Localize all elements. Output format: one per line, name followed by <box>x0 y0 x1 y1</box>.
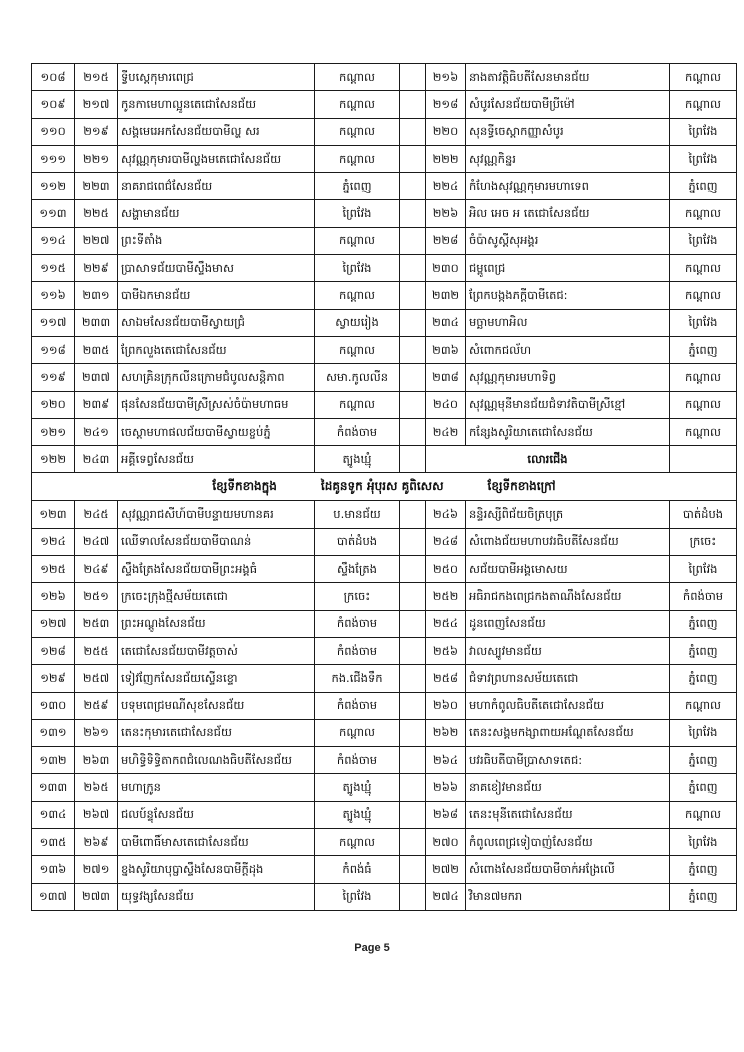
boat-name: តេនះសង្គមកង្សាពាយអណ្ដែតសែនជ័យ <box>466 719 670 746</box>
boat-name: ដូនពេញសែនជ័យ <box>466 610 670 637</box>
boat-number: ២២០ <box>426 118 466 145</box>
row-index: ១១៧ <box>32 309 75 336</box>
boat-number: ២៦១ <box>75 719 118 746</box>
boat-province: ក្រចេះ <box>315 583 400 610</box>
boat-province: កណ្ដាល <box>315 829 400 856</box>
boat-name: សុវណ្ណកុមារបាមីល្ហងមតេជោសែនជ័យ <box>118 145 315 172</box>
boat-number: ២២៣ <box>75 173 118 200</box>
blank-cell <box>400 227 426 254</box>
boat-province: ព្រៃវែង <box>670 719 737 746</box>
row-index: ១២២ <box>32 446 75 473</box>
boat-name: មហាកំពូលធិបតីតេជោសែនជ័យ <box>466 692 670 719</box>
boat-province: ភ្នំពេញ <box>670 637 737 664</box>
boat-name: តេជោសែនជ័យបាមីវត្តចាស់ <box>118 637 315 664</box>
boat-province: ព្រៃវែង <box>670 145 737 172</box>
boat-name: វិមាន៧មករា <box>466 883 670 910</box>
blank-cell <box>400 391 426 418</box>
boat-number: ២៣៦ <box>426 336 466 363</box>
boat-province: កំពង់ចាម <box>315 637 400 664</box>
table-row <box>32 583 737 610</box>
boat-number: ២២៦ <box>426 200 466 227</box>
boat-number: ២៥៩ <box>75 692 118 719</box>
boat-province: កង.ជើងទឹក <box>315 665 400 692</box>
boat-name: មហិទ្ធិទិទ្ធិតាកពជំលេណងធិបតីសែនជ័យ <box>118 747 315 774</box>
boat-name: ជំទាវព្រហានសម័យតេជោ <box>466 665 670 692</box>
blank-cell <box>400 118 426 145</box>
boat-number: ២៣១ <box>75 282 118 309</box>
boat-name: សុវណ្ណកិន្នរ <box>466 145 670 172</box>
blank-cell <box>400 173 426 200</box>
row-index: ១៣១ <box>32 719 75 746</box>
table-row <box>32 391 737 418</box>
table-row <box>32 282 737 309</box>
boat-name: បាមីពោធិ៍មាសតេជោសែនជ័យ <box>118 829 315 856</box>
boat-number: ២១៨ <box>426 91 466 118</box>
row-index: ១២៣ <box>32 501 75 528</box>
table-row <box>32 856 737 883</box>
blank-cell <box>400 774 426 801</box>
blank-cell <box>400 665 426 692</box>
blank-cell <box>400 583 426 610</box>
blank-cell <box>400 637 426 664</box>
boat-name: នាគខៀវមានជ័យ <box>466 774 670 801</box>
blank-cell <box>400 883 426 910</box>
boat-number: ២៦៦ <box>426 774 466 801</box>
boat-number: ២៦៨ <box>426 801 466 828</box>
boat-province: កណ្ដាល <box>670 282 737 309</box>
boat-number: ២២២ <box>426 145 466 172</box>
boat-province: កំពង់ចាម <box>315 610 400 637</box>
table-row <box>32 692 737 719</box>
table-row <box>32 255 737 282</box>
blank-cell <box>400 610 426 637</box>
boat-name: ជម្ពូពេជ្រ <box>466 255 670 282</box>
boat-number: ២១៧ <box>75 91 118 118</box>
boat-province: ត្បូងឃ្មុំ <box>315 801 400 828</box>
boat-name: ប្រាសាទជ័យបាមីស្ទឹងមាស <box>118 255 315 282</box>
blank-cell <box>400 255 426 282</box>
boat-province: កណ្ដាល <box>315 227 400 254</box>
boat-number: ២៦៣ <box>75 747 118 774</box>
boat-name: សង្ហាមានជ័យ <box>118 200 315 227</box>
blank-cell <box>400 418 426 445</box>
blank-cell <box>400 145 426 172</box>
blank-cell <box>400 801 426 828</box>
boat-province: កណ្ដាល <box>670 364 737 391</box>
table-row <box>32 227 737 254</box>
boat-number: ២៣០ <box>426 255 466 282</box>
boat-number: ២១៦ <box>426 64 466 91</box>
section-header-row <box>32 473 737 501</box>
row-index: ១២០ <box>32 391 75 418</box>
boat-number: ២២៧ <box>75 227 118 254</box>
table-row <box>32 665 737 692</box>
blank-cell <box>400 446 426 473</box>
boat-province: ភ្នំពេញ <box>670 665 737 692</box>
boat-name: សំបូរសែនជ័យបាមីប្រីម៉ៅ <box>466 91 670 118</box>
merged-label: លោរជើង <box>426 446 670 473</box>
boat-province: កណ្ដាល <box>315 282 400 309</box>
boat-name: ចេស្ដាមហាផលជ័យបាមីស្វាយខ្ចប់ភ្នំ <box>118 418 315 445</box>
boat-name: អធិរាជកងពេជ្រកងតាណឹងសែនជ័យ <box>466 583 670 610</box>
boat-number: ២១៥ <box>75 64 118 91</box>
table-row <box>32 556 737 583</box>
row-index: ១៣៧ <box>32 883 75 910</box>
boat-name: ព្រះទីតាំង <box>118 227 315 254</box>
boat-number: ២៤៦ <box>426 501 466 528</box>
row-index: ១០៨ <box>32 64 75 91</box>
boat-name: ជលប៍ន្ទុសែនជ័យ <box>118 801 315 828</box>
boat-number: ២៧៣ <box>75 883 118 910</box>
boat-province: ព្រៃវែង <box>670 829 737 856</box>
boat-name: សុវណ្ណមុនីមានជ័យជំទាវតិបាមីស្រីខ្មៅ <box>466 391 670 418</box>
boat-province: កណ្ដាល <box>670 692 737 719</box>
boat-name: នាគរាជពេជ៌សែនជ័យ <box>118 173 315 200</box>
lane-inner-label: ខ្សែទីកខាងក្នុង <box>212 479 277 494</box>
boat-number: ២៤៨ <box>426 528 466 555</box>
boat-number: ២៧០ <box>426 829 466 856</box>
row-index: ១១៩ <box>32 364 75 391</box>
boat-province: ក្រចេះ <box>670 528 737 555</box>
row-index: ១១៦ <box>32 282 75 309</box>
boat-number: ២៣២ <box>426 282 466 309</box>
boat-name: តេនះកុមារតេជោសែនជ័យ <box>118 719 315 746</box>
row-index: ១២៨ <box>32 637 75 664</box>
boat-province: កណ្ដាល <box>670 391 737 418</box>
boat-number: ២៥៥ <box>75 637 118 664</box>
row-index: ១៣៦ <box>32 856 75 883</box>
table-row <box>32 501 737 528</box>
boat-name: សំពោងជ័យមហាបវរធិបតីសែនជ័យ <box>466 528 670 555</box>
boat-province: ភ្នំពេញ <box>670 883 737 910</box>
table-row <box>32 801 737 828</box>
table-row <box>32 418 737 445</box>
boat-number: ២៤០ <box>426 391 466 418</box>
boat-number: ២៤៩ <box>75 556 118 583</box>
boat-province: ភ្នំពេញ <box>670 610 737 637</box>
boat-number: ២៣៣ <box>75 309 118 336</box>
boat-province: ព្រៃវែង <box>315 883 400 910</box>
boat-name: សជ័យបាមីអង្គមោសយ <box>466 556 670 583</box>
boat-name: សាឯមសែនជ័យបាមីស្វាយជ្រំ <box>118 309 315 336</box>
blank-cell <box>400 692 426 719</box>
boat-number: ២៣៧ <box>75 364 118 391</box>
boat-province: ត្បូងឃ្មុំ <box>315 774 400 801</box>
boat-province: កណ្ដាល <box>315 145 400 172</box>
boat-number: ២៥៨ <box>426 665 466 692</box>
boat-province: កំពង់ចាម <box>315 747 400 774</box>
boat-number: ២៦៥ <box>75 774 118 801</box>
boat-province: ព្រៃវែង <box>315 255 400 282</box>
boat-number: ២២៩ <box>75 255 118 282</box>
blank-cell <box>400 747 426 774</box>
boat-province: កណ្ដាល <box>315 719 400 746</box>
blank-cell <box>400 829 426 856</box>
boat-name: តេនះមុនីតេជោសែនជ័យ <box>466 801 670 828</box>
boat-province: កណ្ដាល <box>315 118 400 145</box>
boat-number: ២២១ <box>75 145 118 172</box>
boat-number: ២៦៤ <box>426 747 466 774</box>
boat-name: ព្រែកបង្កងភក្ដីបាមីតេជ: <box>466 282 670 309</box>
blank-cell <box>670 446 737 473</box>
boat-province: កំពង់ចាម <box>315 418 400 445</box>
boat-name: សហគ្រិនក្រុកលីនក្រោមជំបូលសន្តិភាព <box>118 364 315 391</box>
row-index: ១៣២ <box>32 747 75 774</box>
boat-number: ២៤៣ <box>75 446 118 473</box>
row-index: ១១២ <box>32 173 75 200</box>
boat-number: ២៧១ <box>75 856 118 883</box>
boat-province: កណ្ដាល <box>670 801 737 828</box>
boat-number: ២៥១ <box>75 583 118 610</box>
row-index: ១២៧ <box>32 610 75 637</box>
boat-province: ព្រៃវែង <box>670 227 737 254</box>
boat-province: កណ្ដាល <box>315 91 400 118</box>
boat-province: កំពង់ចាម <box>315 692 400 719</box>
boat-number: ២៦០ <box>426 692 466 719</box>
boat-number: ២២៤ <box>426 173 466 200</box>
boat-province: ត្បូងឃ្មុំ <box>315 446 400 473</box>
blank-cell <box>400 282 426 309</box>
blank-cell <box>400 719 426 746</box>
boat-province: ប.មានជ័យ <box>315 501 400 528</box>
boat-name: សុវណ្ណរាជសីហ៍បាមីបន្ទាយមហានគរ <box>118 501 315 528</box>
row-index: ១១១ <box>32 145 75 172</box>
boat-name: ទៀវញែកសែនជ័យស្ទើនខ្ទោ <box>118 665 315 692</box>
row-index: ១១៣ <box>32 200 75 227</box>
boat-number: ២៧៤ <box>426 883 466 910</box>
boat-province: កណ្ដាល <box>315 64 400 91</box>
boat-province: កណ្ដាល <box>670 200 737 227</box>
boat-name: ទ្វីបស្ដេកុមារពេជ្រ <box>118 64 315 91</box>
boat-name: សុវណ្ណកុមារមហាទិព្វ <box>466 364 670 391</box>
table-row <box>32 747 737 774</box>
row-index: ១១៤ <box>32 227 75 254</box>
blank-cell <box>400 200 426 227</box>
boat-name: មហាក្រូន <box>118 774 315 801</box>
row-index: ១៣០ <box>32 692 75 719</box>
boat-province: ភ្នំពេញ <box>670 856 737 883</box>
table-row <box>32 719 737 746</box>
boat-name: នាងតាវត្តិធិបតីសែនមានជ័យ <box>466 64 670 91</box>
boat-name: សង្គមេរេអកសែនជ័យបាមីល្ហ សរ <box>118 118 315 145</box>
row-index: ១១០ <box>32 118 75 145</box>
table-row <box>32 145 737 172</box>
boat-name: សំពោងសែនជ័យបាមីចាក់អង្រែលើ <box>466 856 670 883</box>
lane-outer-label: ខ្សែទីកខាងក្រៅ <box>487 479 556 494</box>
boat-province: ភ្នំពេញ <box>670 336 737 363</box>
table-row <box>32 200 737 227</box>
boat-name: ស្ទឹងត្រែងសែនជ័យបាមីព្រះអង្គធំ <box>118 556 315 583</box>
boat-name: បាមីឯកមានជ័យ <box>118 282 315 309</box>
section-title: ដៃគូនទូក អុំបុរស គូពិសេស <box>320 479 444 494</box>
row-index: ១១៨ <box>32 336 75 363</box>
boat-number: ២៣៤ <box>426 309 466 336</box>
blank-cell <box>400 528 426 555</box>
boat-name: ក្រចេះក្រុងថ្មីសម័យតេជោ <box>118 583 315 610</box>
boat-name: អគ្គីទេព្វសែនជ័យ <box>118 446 315 473</box>
table-row <box>32 610 737 637</box>
boat-number: ២៥៧ <box>75 665 118 692</box>
boat-province: កណ្ដាល <box>670 91 737 118</box>
row-index: ១១៥ <box>32 255 75 282</box>
row-index: ១២៦ <box>32 583 75 610</box>
page-number: Page 5 <box>354 942 390 954</box>
blank-cell <box>400 556 426 583</box>
table-row <box>32 309 737 336</box>
row-index: ១៣៤ <box>32 801 75 828</box>
boat-province: បាត់ដំបង <box>670 501 737 528</box>
boat-province: ស្វាយរៀង <box>315 309 400 336</box>
boat-number: ២៣៩ <box>75 391 118 418</box>
boat-name: ចំប៉ាសូស្ដីសុអង្គរ <box>466 227 670 254</box>
table-row <box>32 91 737 118</box>
boat-name: ព្រះអណ្ដូងសែនជ័យ <box>118 610 315 637</box>
boat-number: ២៦២ <box>426 719 466 746</box>
boat-province: ភ្នំពេញ <box>670 747 737 774</box>
boat-province: ព្រៃវែង <box>670 309 737 336</box>
boat-number: ២៧២ <box>426 856 466 883</box>
boat-province: ព្រៃវែង <box>670 118 737 145</box>
row-index: ១៣៣ <box>32 774 75 801</box>
blank-cell <box>400 91 426 118</box>
boat-number: ២៥២ <box>426 583 466 610</box>
boat-province: កណ្ដាល <box>315 336 400 363</box>
boat-name: វាលស្បូវមានជ័យ <box>466 637 670 664</box>
blank-cell <box>400 64 426 91</box>
table-row <box>32 528 737 555</box>
boat-number: ២៤៧ <box>75 528 118 555</box>
boat-number: ២២៥ <box>75 200 118 227</box>
boat-name: បវរធិបតីបាមីប្រាសាទតេជ: <box>466 747 670 774</box>
boat-province: ភ្នំពេញ <box>315 173 400 200</box>
row-index: ១២៥ <box>32 556 75 583</box>
boat-province: ស្ទឹងត្រែង <box>315 556 400 583</box>
boat-province: សមា.កូលលីន <box>315 364 400 391</box>
blank-cell <box>400 309 426 336</box>
blank-cell <box>400 336 426 363</box>
table-row <box>32 637 737 664</box>
table-row <box>32 364 737 391</box>
boat-number: ២៥៦ <box>426 637 466 664</box>
blank-cell <box>400 364 426 391</box>
table-row <box>32 336 737 363</box>
boat-number: ២៦៩ <box>75 829 118 856</box>
boat-name: កន្សែងសូរិយាតេជោសែនជ័យ <box>466 418 670 445</box>
boat-name: កូនកាមេហាល្អូនតេជោសែនជ័យ <box>118 91 315 118</box>
table-row <box>32 64 737 91</box>
boat-province: កណ្ដាល <box>315 391 400 418</box>
boat-province: កំពង់ចាម <box>670 583 737 610</box>
boat-province: ព្រៃវែង <box>315 200 400 227</box>
boat-province: ភ្នំពេញ <box>670 173 737 200</box>
boat-name: ខ្នងសូរិយាបុប្ផាស្ទឹងសែនបាមីក្ដីដុង <box>118 856 315 883</box>
boat-name: អិល អេច អ តេជោសែនជ័យ <box>466 200 670 227</box>
boat-province: បាត់ដំបង <box>315 528 400 555</box>
boat-province: ភ្នំពេញ <box>670 774 737 801</box>
boat-number: ២៦៧ <box>75 801 118 828</box>
boat-name: នន្ទិរស្សីពិជ័យចិត្របុត្រ <box>466 501 670 528</box>
boat-number: ២៣៨ <box>426 364 466 391</box>
row-index: ១០៩ <box>32 91 75 118</box>
boat-number: ២៥០ <box>426 556 466 583</box>
boat-name: សំពោកជល័ហ <box>466 336 670 363</box>
row-index: ១៣៥ <box>32 829 75 856</box>
boat-province: កណ្ដាល <box>670 64 737 91</box>
boat-name: សុនទ្ធីចេស្ដាកញ្ញាសំបូរ <box>466 118 670 145</box>
boat-name: កំពូលពេជ្រទៀបាញ់សែនជ័យ <box>466 829 670 856</box>
boat-number: ២៤១ <box>75 418 118 445</box>
boat-roster-table <box>31 63 737 911</box>
section-header <box>32 473 737 501</box>
boat-number: ២៤៥ <box>75 501 118 528</box>
boat-number: ២៥៣ <box>75 610 118 637</box>
table-row <box>32 446 737 473</box>
table-row <box>32 883 737 910</box>
boat-name: បទុមពេជ្រមណីសុខសែនជ័យ <box>118 692 315 719</box>
boat-name: យុទ្ធវង្សសែនជ័យ <box>118 883 315 910</box>
row-index: ១២៤ <box>32 528 75 555</box>
boat-number: ២៤២ <box>426 418 466 445</box>
table-row <box>32 173 737 200</box>
boat-province: កណ្ដាល <box>670 255 737 282</box>
boat-number: ២២៨ <box>426 227 466 254</box>
boat-number: ២៥៤ <box>426 610 466 637</box>
boat-number: ២១៩ <box>75 118 118 145</box>
row-index: ១២១ <box>32 418 75 445</box>
row-index: ១២៩ <box>32 665 75 692</box>
blank-cell <box>400 501 426 528</box>
table-row <box>32 118 737 145</box>
boat-name: មច្ឆាមហាអិល <box>466 309 670 336</box>
boat-name: ព្រែកលួងតេជោសែនជ័យ <box>118 336 315 363</box>
boat-number: ២៣៥ <box>75 336 118 363</box>
boat-name: កំហែងសុវណ្ណកុមារមហាទេព <box>466 173 670 200</box>
table-row <box>32 829 737 856</box>
table-row <box>32 774 737 801</box>
boat-province: កណ្ដាល <box>670 418 737 445</box>
boat-province: កំពង់ធំ <box>315 856 400 883</box>
boat-name: ផុនសែនជ័យបាមីស្រីស្រស់ចំប៉ាមហាធម <box>118 391 315 418</box>
boat-province: ព្រៃវែង <box>670 556 737 583</box>
blank-cell <box>400 856 426 883</box>
boat-name: ឈើទាលសែនជ័យបាមីបាណន់ <box>118 528 315 555</box>
